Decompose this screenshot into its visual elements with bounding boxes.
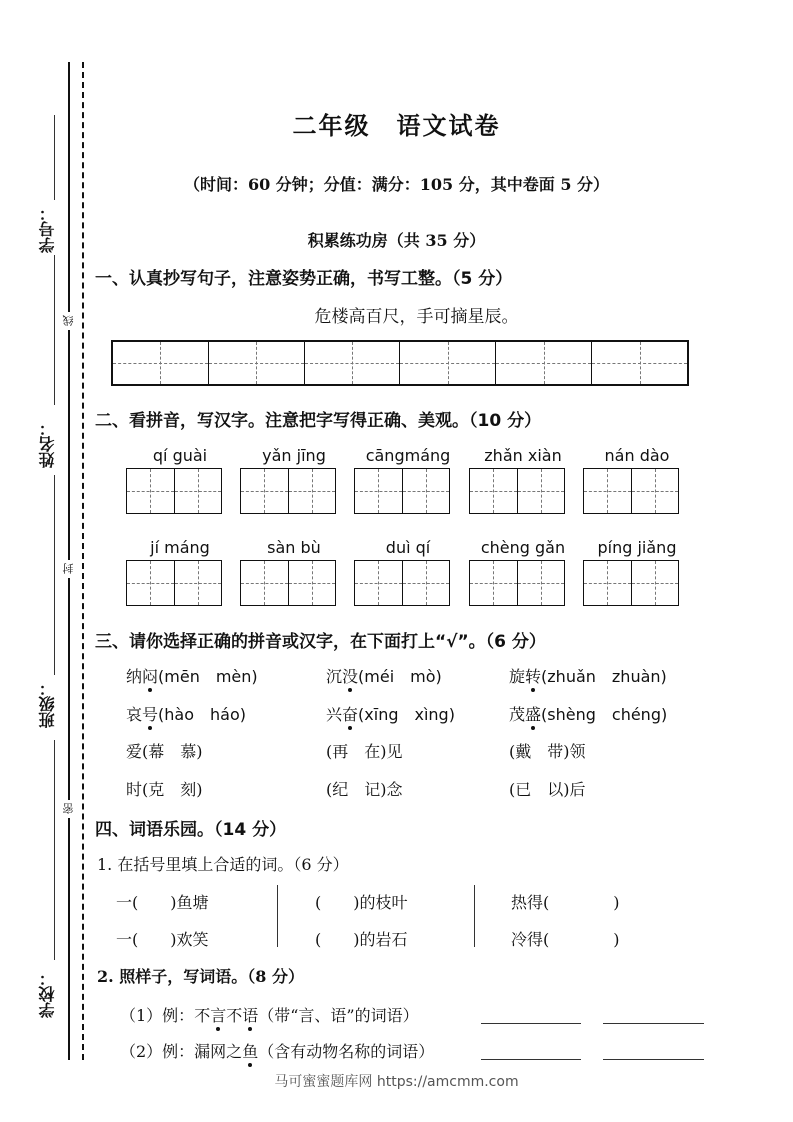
choice-item[interactable]: (纪 记)念 [326,780,403,799]
choice-item[interactable]: 哀号(hào háo) [126,705,246,724]
pinyin-label: yǎn jīng [262,446,326,465]
grid-cell[interactable] [113,342,209,384]
school-label: 学校： [38,970,57,1018]
fill-blank-item[interactable]: ( )的岩石 [315,930,408,949]
fill-blank-item[interactable]: 热得( ) [511,893,620,912]
answer-box[interactable] [126,468,222,514]
choice-item[interactable]: 茂盛(shèng chéng) [509,705,668,724]
pinyin-item [352,538,464,606]
school-underline [54,740,55,960]
pinyin-item [467,538,579,606]
question-1-title: 一、认真抄写句子，注意姿势正确，书写工整。（5 分） [95,269,513,289]
fill-blank-item[interactable]: 冷得( ) [511,930,620,949]
fill-blank-item[interactable]: 一( )鱼塘 [116,893,209,912]
column-divider [474,885,475,947]
answer-box[interactable] [126,560,222,606]
pinyin-item [238,538,350,606]
answer-box[interactable] [240,560,336,606]
pinyin-label: píng jiǎng [597,538,677,557]
choice-item[interactable]: 爱(幕 慕) [126,742,203,761]
answer-line[interactable] [481,1059,581,1060]
pinyin-item [467,446,579,514]
section-heading: 积累练功房（共 35 分） [307,231,486,250]
seal-mark-seal: 封 [60,560,78,578]
answer-box[interactable] [354,468,450,514]
class-underline [54,475,55,675]
sub-question-1-title: 1. 在括号里填上合适的词。（6 分） [97,855,349,874]
question-2-title: 二、看拼音，写汉字。注意把字写得正确、美观。（10 分） [95,411,542,431]
example-1: （1）例：不言不语（带“言、语”的词语） [120,1006,419,1025]
answer-box[interactable] [469,468,565,514]
pinyin-label: zhǎn xiàn [484,446,562,465]
choice-item[interactable]: 时(克 刻) [126,780,203,799]
question-4-title: 四、词语乐园。（14 分） [95,820,287,840]
choice-item[interactable]: 旋转(zhuǎn zhuàn) [509,667,667,686]
choice-item[interactable]: 沉没(méi mò) [326,667,442,686]
pinyin-label: duì qí [385,538,431,557]
choice-item[interactable]: (已 以)后 [509,780,586,799]
answer-box[interactable] [354,560,450,606]
grid-cell[interactable] [496,342,592,384]
footer-watermark: 马可蜜蜜题库网 https://amcmm.com [274,1074,519,1090]
pinyin-item [124,538,236,606]
grid-cell[interactable] [592,342,687,384]
seal-mark-secret: 密 [60,800,78,818]
pinyin-item [238,446,350,514]
student-no-label: 学号： [38,205,57,253]
name-underline [54,255,55,405]
grid-cell[interactable] [305,342,401,384]
choice-item[interactable]: (再 在)见 [326,742,403,761]
fill-blank-item[interactable]: ( )的枝叶 [315,893,408,912]
pinyin-label: sàn bù [267,538,321,557]
binding-dashed-line [82,62,84,1060]
pinyin-label: jí máng [150,538,210,557]
answer-box[interactable] [583,560,679,606]
seal-mark-line: 线 [60,312,78,330]
answer-box[interactable] [240,468,336,514]
pinyin-label: cāngmáng [365,446,451,465]
copy-writing-grid[interactable] [111,340,689,386]
column-divider [277,885,278,947]
question-3-title: 三、请你选择正确的拼音或汉字，在下面打上“√”。（6 分） [95,632,546,652]
answer-box[interactable] [469,560,565,606]
sub-question-2-title: 2. 照样子，写词语。（8 分） [97,967,304,986]
pinyin-item [124,446,236,514]
example-2: （2）例：漏网之鱼（含有动物名称的词语） [120,1042,435,1061]
pinyin-label: chèng gǎn [480,538,566,557]
pinyin-label: qí guài [152,446,208,465]
grid-cell[interactable] [400,342,496,384]
answer-line[interactable] [603,1023,704,1024]
pinyin-label: nán dào [604,446,670,465]
class-label: 班级： [38,680,57,728]
grid-cell[interactable] [209,342,305,384]
fill-blank-item[interactable]: 一( )欢笑 [116,930,209,949]
pinyin-item [581,446,693,514]
answer-line[interactable] [603,1059,704,1060]
name-label: 姓名： [38,420,57,468]
pinyin-item [581,538,693,606]
choice-item[interactable]: 兴奋(xīng xìng) [326,705,455,724]
copy-sentence: 危楼高百尺，手可摘星辰。 [314,307,519,327]
page-title: 二年级 语文试卷 [292,111,501,140]
exam-info: （时间：60 分钟；分值：满分：105 分，其中卷面 5 分） [183,175,610,194]
answer-line[interactable] [481,1023,581,1024]
choice-item[interactable]: 纳闷(mēn mèn) [126,667,258,686]
answer-box[interactable] [583,468,679,514]
pinyin-item [352,446,464,514]
choice-item[interactable]: (戴 带)领 [509,742,586,761]
